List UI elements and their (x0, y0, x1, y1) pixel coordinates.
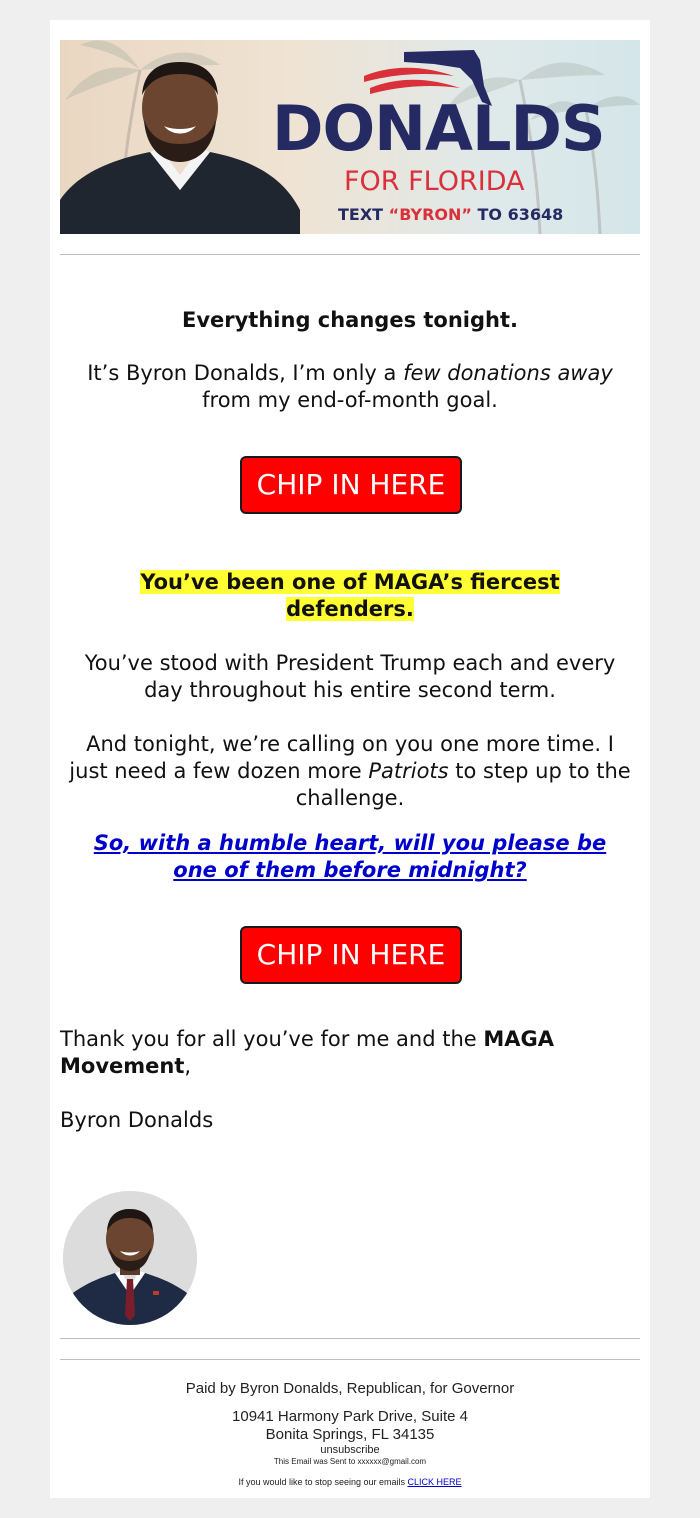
avatar-portrait (63, 1191, 197, 1325)
intro-pre: It’s Byron Donalds, I’m only a (87, 361, 404, 385)
headline: Everything changes tonight. (181, 308, 519, 332)
highlighted-text: You’ve been one of MAGA’s fiercest defenders. (140, 570, 560, 621)
highlight-paragraph (120, 569, 580, 623)
para2-emphasis: Patriots (368, 759, 449, 783)
thanks-paragraph (60, 1026, 640, 1080)
signature: Byron Donalds (60, 1108, 214, 1132)
mailing-address (60, 1408, 640, 1444)
paragraph-2 (64, 731, 636, 812)
thanks-pre: Thank you for all you’ve for me and the (60, 1027, 484, 1051)
cta-paragraph (80, 830, 620, 884)
text-to-donate (338, 205, 563, 224)
candidate-avatar (63, 1191, 197, 1325)
text-keyword: “BYRON” (388, 205, 472, 224)
address-line-1: 10941 Harmony Park Drive, Suite 4 (232, 1408, 468, 1425)
stop-text: If you would like to stop seeing our emails (238, 1477, 408, 1487)
sent-to-text: This Email was Sent to xxxxxx@gmail.com (273, 1457, 427, 1466)
address-line-2: Bonita Springs, FL 34135 (265, 1426, 435, 1443)
brand-name: DONALDS (272, 92, 605, 165)
chip-in-button-1[interactable]: CHIP IN HERE (240, 456, 462, 514)
brand-subtitle: FOR FLORIDA (344, 166, 525, 197)
campaign-banner (60, 40, 640, 234)
intro-paragraph (70, 360, 630, 414)
text-suffix: TO 63648 (471, 205, 564, 224)
divider-footer-2 (60, 1359, 640, 1360)
unsubscribe-text[interactable]: unsubscribe (320, 1444, 380, 1456)
thanks-post: , (184, 1054, 192, 1078)
para2-post: to step up to the challenge. (295, 759, 631, 810)
paid-by-disclaimer: Paid by Byron Donalds, Republican, for Governor (185, 1380, 515, 1397)
stop-emails-text (60, 1477, 640, 1487)
chip-in-button-2[interactable]: CHIP IN HERE (240, 926, 462, 984)
candidate-portrait (60, 40, 300, 234)
intro-emphasis: few donations away (403, 361, 613, 385)
divider-top (60, 254, 640, 255)
text-prefix: TEXT (338, 205, 389, 224)
donate-link[interactable]: So, with a humble heart, will you please be one of them before midnight? (93, 831, 607, 882)
thanks-bold: MAGA Movement (60, 1027, 555, 1078)
intro-post: from my end-of-month goal. (202, 388, 498, 412)
paragraph-1: You’ve stood with President Trump each and every day throughout his entire second term. (84, 651, 616, 702)
email-card (50, 20, 650, 1498)
divider-footer-1 (60, 1338, 640, 1339)
para2-pre: And tonight, we’re calling on you one more time. I just need a few dozen more (69, 732, 614, 783)
click-here-link[interactable]: CLICK HERE (407, 1477, 462, 1487)
